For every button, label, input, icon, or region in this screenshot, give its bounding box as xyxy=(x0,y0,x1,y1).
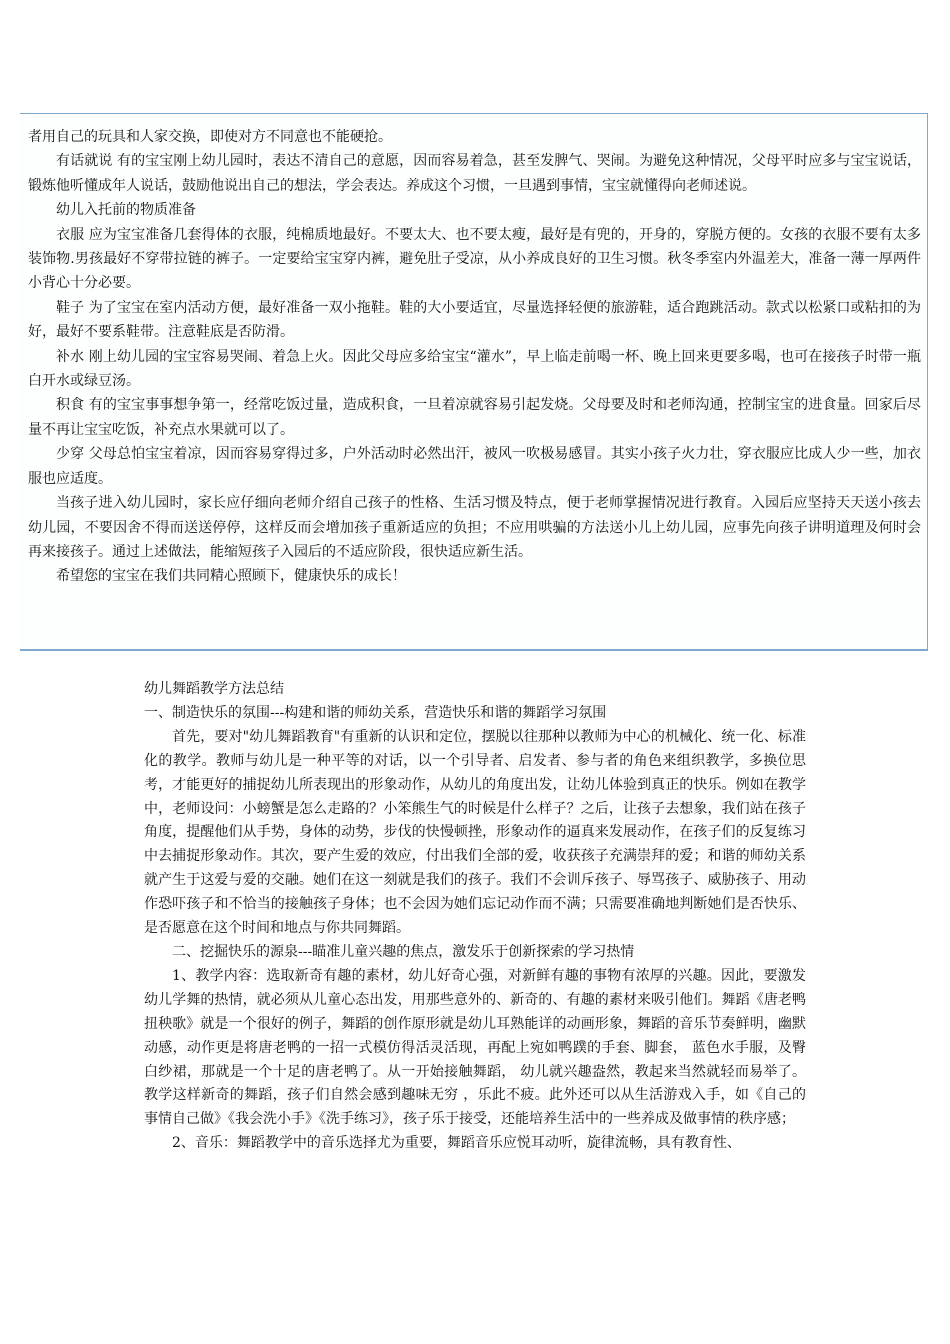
paragraph: 少穿 父母总怕宝宝着凉，因而容易穿得过多，户外活动时必然出汗，被风一吹极易感冒。其实小孩子火力壮，穿衣服应比成人少一些，加衣服也应适度。 xyxy=(28,446,921,487)
previous-page-content-box xyxy=(20,113,928,651)
paragraph: 鞋子 为了宝宝在室内活动方便，最好准备一双小拖鞋。鞋的大小要适宜，尽量选择轻便的旅游鞋，适合跑跳活动。款式以松紧口或粘扣的为好，最好不要系鞋带。注意鞋底是否防滑。 xyxy=(28,299,921,341)
paragraph: 衣服 应为宝宝准备几套得体的衣服，纯棉质地最好。不要太大、也不要太瘦，最好是有兜的，开身的，穿脱方便的。女孩的衣服不要有太多装饰物.男孩最好不穿带拉链的裤子。一定要给宝宝穿内裤，避免肚子受凉，从小养成良好的卫生习惯。秋冬季室内外温差大，准备一薄一厚两件小背心十分必要。 xyxy=(28,226,921,292)
section-heading: 二、挖掘快乐的源泉---瞄准儿童兴趣的焦点，激发乐于创新探索的学习热情 xyxy=(172,943,635,960)
paragraph: 补水 刚上幼儿园的宝宝容易哭闹、着急上火。因此父母应多给宝宝“灌水”，早上临走前喝一杯、晚上回来更要多喝，也可在接孩子时带一瓶白开水或绿豆汤。 xyxy=(28,348,921,390)
article-title: 幼儿舞蹈教学方法总结 xyxy=(144,681,284,697)
paragraph: 首先，要对"幼儿舞蹈教育"有重新的认识和定位，摆脱以往那种以教师为中心的机械化、统一化、标准化的教学。教师与幼儿是一种平等的对话，以一个引导者、启发者、参与者的角色来组织教学，多换位思考，才能更好的捕捉幼儿所表现出的形象动作，从幼儿的角度出发，让幼儿体验到真正的快乐。例如在教学中，老师设问：小螃蟹是怎么走路的？小笨熊生气的时候是什么样子？之后，让孩子去想象，我们站在孩子角度，提醒他们从手势，身体的动势，步伐的快慢顿挫，形象动作的逼真来发展动作，在孩子们的反复练习中去捕捉形象动作。其次，要产生爱的效应，付出我们全部的爱，收获孩子充满崇拜的爱；和谐的师幼关系就产生于这爱与爱的交融。她们在这一刻就是我们的孩子。我们不会训斥孩子、辱骂孩子、威胁孩子、用动作恐吓孩子和不恰当的接触孩子身体；也不会因为她们忘记动作而不满；只需要准确地判断她们是否快乐、是否愿意在这个时间和地点与你共同舞蹈。 xyxy=(144,728,806,937)
article-dance-teaching xyxy=(144,678,806,1156)
paragraph: 当孩子进入幼儿园时，家长应仔细向老师介绍自己孩子的性格、生活习惯及特点，便于老师掌握情况进行教育。入园后应坚持天天送小孩去幼儿园，不要因舍不得而送送停停，这样反而会增加孩子重新适应的负担；不应用哄骗的方法送小儿上幼儿园，应事先向孩子讲明道理及何时会再来接孩子。通过上述做法，能缩短孩子入园后的不适应阶段，很快适应新生活。 xyxy=(28,495,921,560)
paragraph: 2、音乐：舞蹈教学中的音乐选择尤为重要，舞蹈音乐应悦耳动听，旋律流畅，具有教育性、 xyxy=(172,1135,741,1152)
closing-paragraph: 希望您的宝宝在我们共同精心照顾下，健康快乐的成长！ xyxy=(56,568,406,585)
paragraph: 者用自己的玩具和人家交换，即使对方不同意也不能硬抢。 xyxy=(28,129,392,145)
paragraph: 积食 有的宝宝事事想争第一，经常吃饭过量，造成积食，一旦着凉就容易引起发烧。父母要及时和老师沟通，控制宝宝的进食量。回家后尽量不再让宝宝吃饭，补充点水果就可以了。 xyxy=(28,397,921,438)
paragraph: 1、教学内容：选取新奇有趣的素材，幼儿好奇心强，对新鲜有趣的事物有浓厚的兴趣。因此，要激发幼儿学舞的热情，就必须从儿童心态出发，用那些意外的、新奇的、有趣的素材来吸引他们。舞蹈《唐老鸭扭秧歌》就是一个很好的例子，舞蹈的创作原形就是幼儿耳熟能详的动画形象，舞蹈的音乐节奏鲜明，幽默动感，动作更是将唐老鸭的一招一式模仿得活灵活现，再配上宛如鸭蹼的手套、脚套， 蓝色水手服，及臀白纱裙，那就是一个十足的唐老鸭了。从一开始接触舞蹈， 幼儿就兴趣盎然，教起来当然就轻而易举了。教学这样新奇的舞蹈，孩子们自然会感到趣味无穷 ，乐此不疲。此外还可以从生活游戏入手，如《自己的事情自己做》《我会洗小手》《洗手练习》，孩子乐于接受，还能培养生活中的一些养成及做事情的秩序感； xyxy=(144,967,806,1128)
section-heading: 幼儿入托前的物质准备 xyxy=(56,202,196,219)
section-heading: 一、制造快乐的氛围---构建和谐的师幼关系，营造快乐和谐的舞蹈学习氛围 xyxy=(144,704,607,721)
paragraph: 有话就说 有的宝宝刚上幼儿园时，表达不清自己的意愿，因而容易着急，甚至发脾气、哭闹。为避免这种情况，父母平时应多与宝宝说话，锻炼他听懂成年人说话，鼓励他说出自己的想法，学会表达。养成这个习惯，一旦遇到事情，宝宝就懂得向老师述说。 xyxy=(28,153,921,194)
